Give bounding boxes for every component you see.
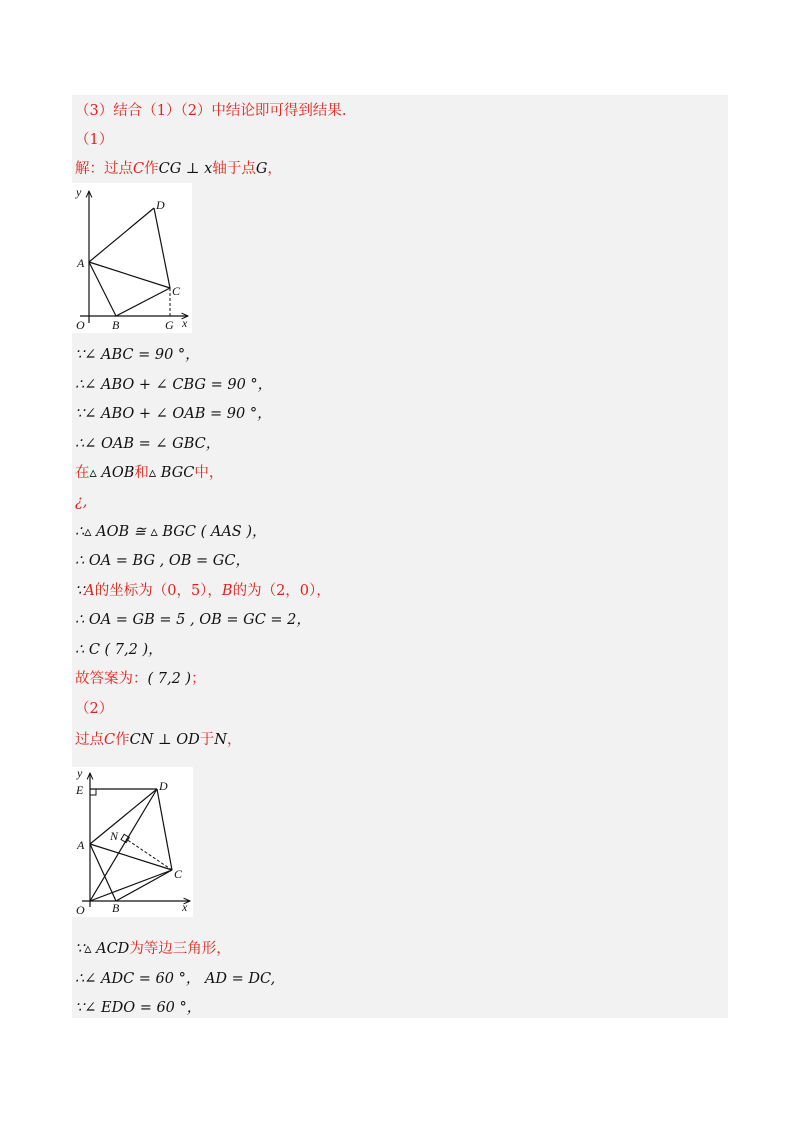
part-1-heading: （1） [75, 132, 114, 148]
proof-line-placeholder: ¿, [75, 494, 88, 510]
proof-line-angle-adc: ∴∠ ADC = 60 °， AD = DC, [75, 971, 276, 987]
label-G: G [165, 318, 174, 332]
label-x: x [182, 316, 188, 330]
label-A-2: A [77, 838, 85, 852]
proof-line-angle-abc: ∵∠ ABC = 90 °， [75, 347, 200, 363]
label-O: O [76, 318, 85, 332]
label-x-2: x [182, 900, 188, 914]
label-N: N [110, 829, 119, 843]
label-B: B [112, 318, 120, 332]
right-angle-mark-e [90, 789, 96, 795]
step-3-summary: （3）结合（1）（2）中结论即可得到结果. [75, 103, 347, 119]
proof-line-equilateral: ∵▵ ACD为等边三角形， [75, 941, 231, 957]
perpendicular-cn [126, 839, 172, 870]
proof-line-triangles: 在▵ AOB和▵ BGC中， [75, 465, 224, 481]
proof-line-angle-edo: ∵∠ EDO = 60 °， [75, 1000, 202, 1016]
proof-line-sum-abo-oab: ∵∠ ABO + ∠ OAB = 90 °， [75, 406, 272, 422]
answer-line: 故答案为：( 7,2 )； [75, 671, 206, 687]
square-abcd [89, 208, 170, 316]
proof-line-equal-sides: ∴ OA = BG , OB = GC， [75, 553, 250, 569]
solution-intro: 解：过点C作CG ⊥ x轴于点G， [75, 161, 282, 177]
label-C: C [172, 284, 181, 298]
label-D-2: D [159, 779, 168, 793]
proof-line-sum-abo-cbg: ∴∠ ABO + ∠ CBG = 90 °， [75, 377, 273, 393]
proof-line-oab-gbc: ∴∠ OAB = ∠ GBC， [75, 436, 221, 452]
figure-2 [72, 767, 193, 917]
label-y: y [76, 185, 82, 199]
figure-1 [72, 183, 192, 333]
label-O-2: O [76, 903, 85, 917]
proof-line-coordinates: ∵A的坐标为（0，5），B的为（2，0）， [75, 583, 331, 599]
proof-line-congruent: ∴▵ AOB ≅ ▵ BGC ( AAS )， [75, 524, 267, 540]
figure-2-lines [90, 789, 172, 901]
label-B-2: B [112, 901, 120, 915]
label-E: E [76, 783, 84, 797]
label-y-2: y [77, 767, 83, 780]
proof-line-point-c: ∴ C ( 7,2 )， [75, 642, 163, 658]
label-A: A [77, 256, 85, 270]
part-2-intro: 过点C作CN ⊥ OD于N， [75, 732, 242, 748]
label-C-2: C [174, 867, 183, 881]
proof-line-lengths: ∴ OA = GB = 5 , OB = GC = 2， [75, 612, 311, 628]
label-D: D [156, 198, 165, 212]
part-2-heading: （2） [75, 701, 114, 717]
